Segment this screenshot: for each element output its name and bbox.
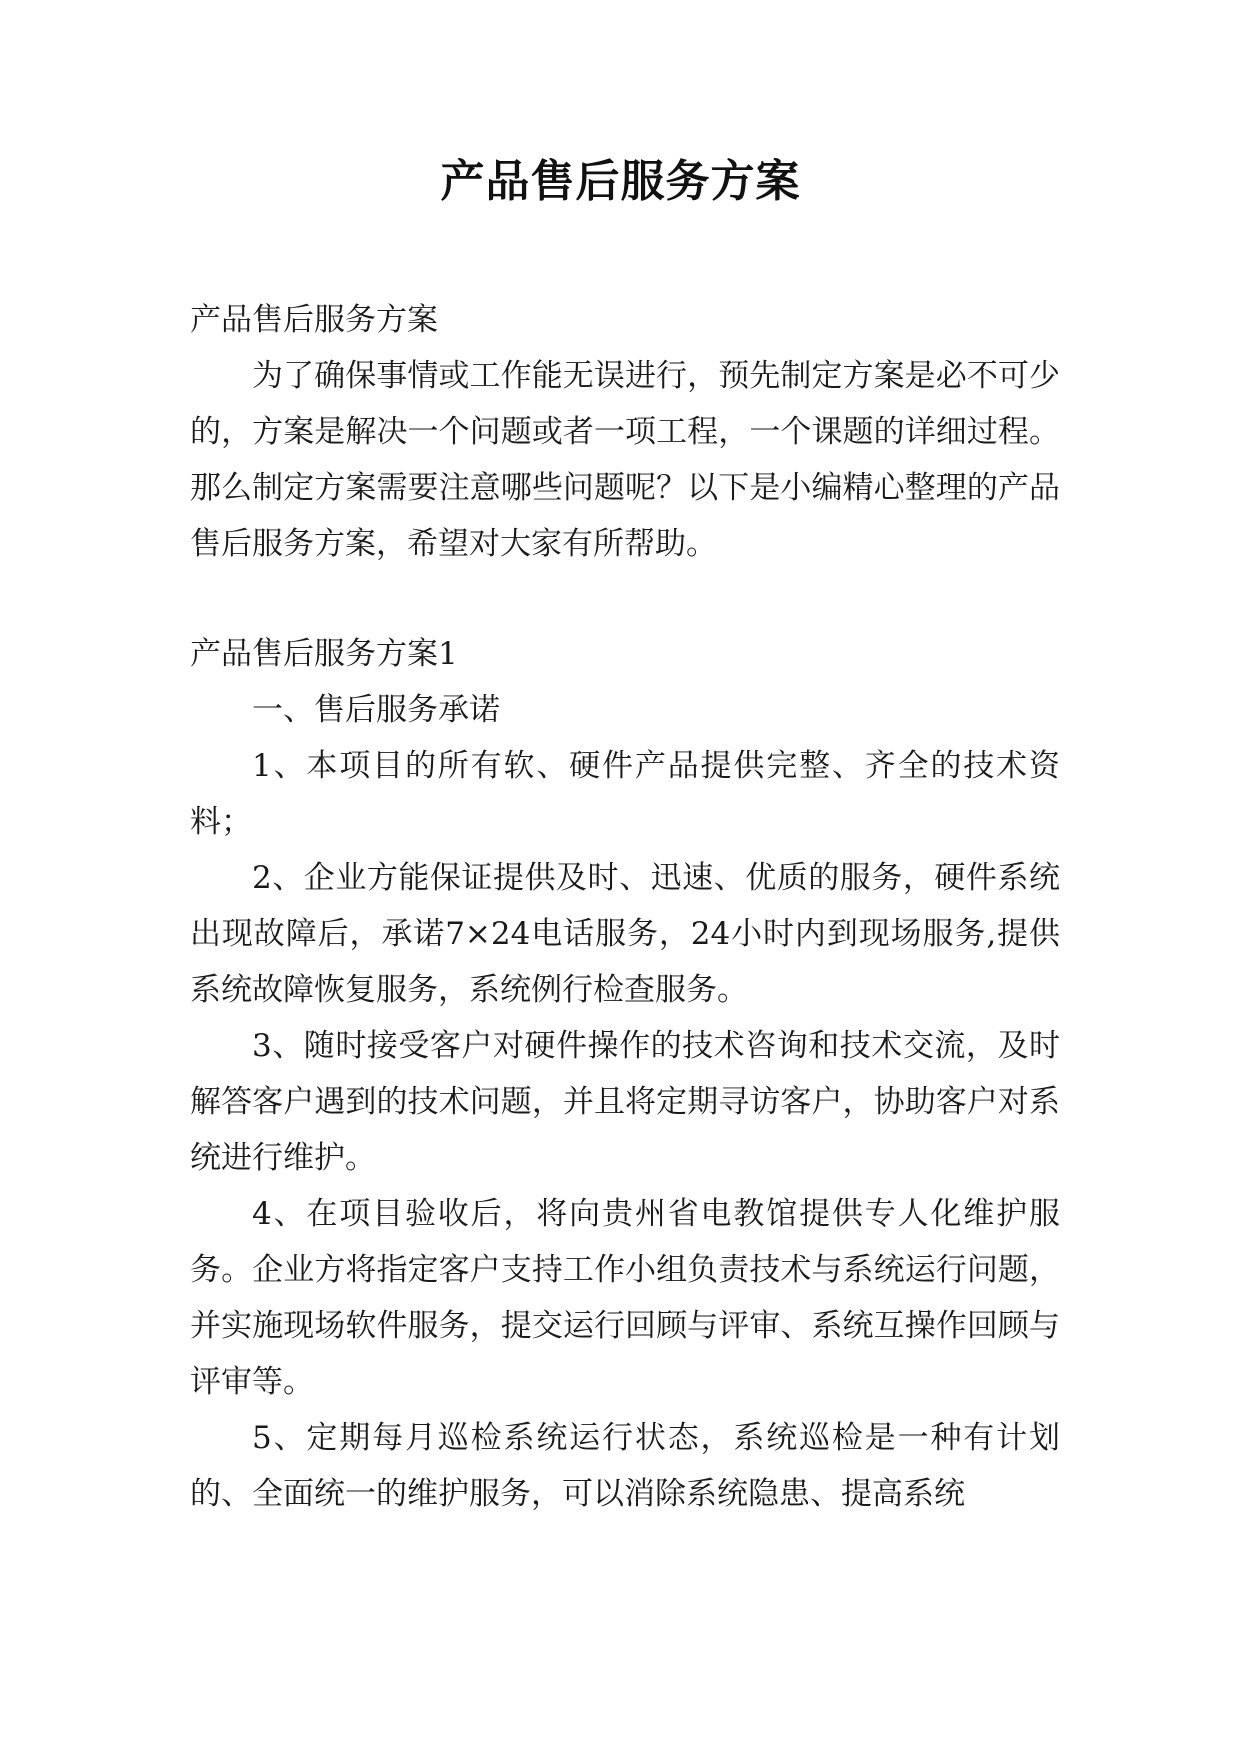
list-item: 1、本项目的所有软、硬件产品提供完整、齐全的技术资料；	[190, 748, 1060, 840]
document-body	[190, 292, 1060, 1522]
list-item: 5、定期每月巡检系统运行状态，系统巡检是一种有计划的、全面统一的维护服务，可以消除系统隐患、提高系统	[190, 1420, 1060, 1512]
list-item: 4、在项目验收后，将向贵州省电教馆提供专人化维护服务。企业方将指定客户支持工作小组负责技术与系统运行问题，并实施现场软件服务，提交运行回顾与评审、系统互操作回顾与评审等。	[190, 1196, 1060, 1400]
subsection-heading: 一、售后服务承诺	[252, 692, 500, 728]
document-title: 产品售后服务方案	[440, 156, 801, 207]
document-heading: 产品售后服务方案	[190, 302, 438, 338]
intro-paragraph: 为了确保事情或工作能无误进行，预先制定方案是必不可少的，方案是解决一个问题或者一项工程，一个课题的详细过程。那么制定方案需要注意哪些问题呢？以下是小编精心整理的产品售后服务方案，希望对大家有所帮助。	[190, 358, 1060, 562]
list-item: 2、企业方能保证提供及时、迅速、优质的服务，硬件系统出现故障后，承诺7×24电话服务，24小时内到现场服务,提供系统故障恢复服务，系统例行检查服务。	[190, 860, 1060, 1008]
list-item: 3、随时接受客户对硬件操作的技术咨询和技术交流，及时解答客户遇到的技术问题，并且将定期寻访客户，协助客户对系统进行维护。	[190, 1028, 1060, 1176]
section-title: 产品售后服务方案1	[190, 636, 458, 672]
